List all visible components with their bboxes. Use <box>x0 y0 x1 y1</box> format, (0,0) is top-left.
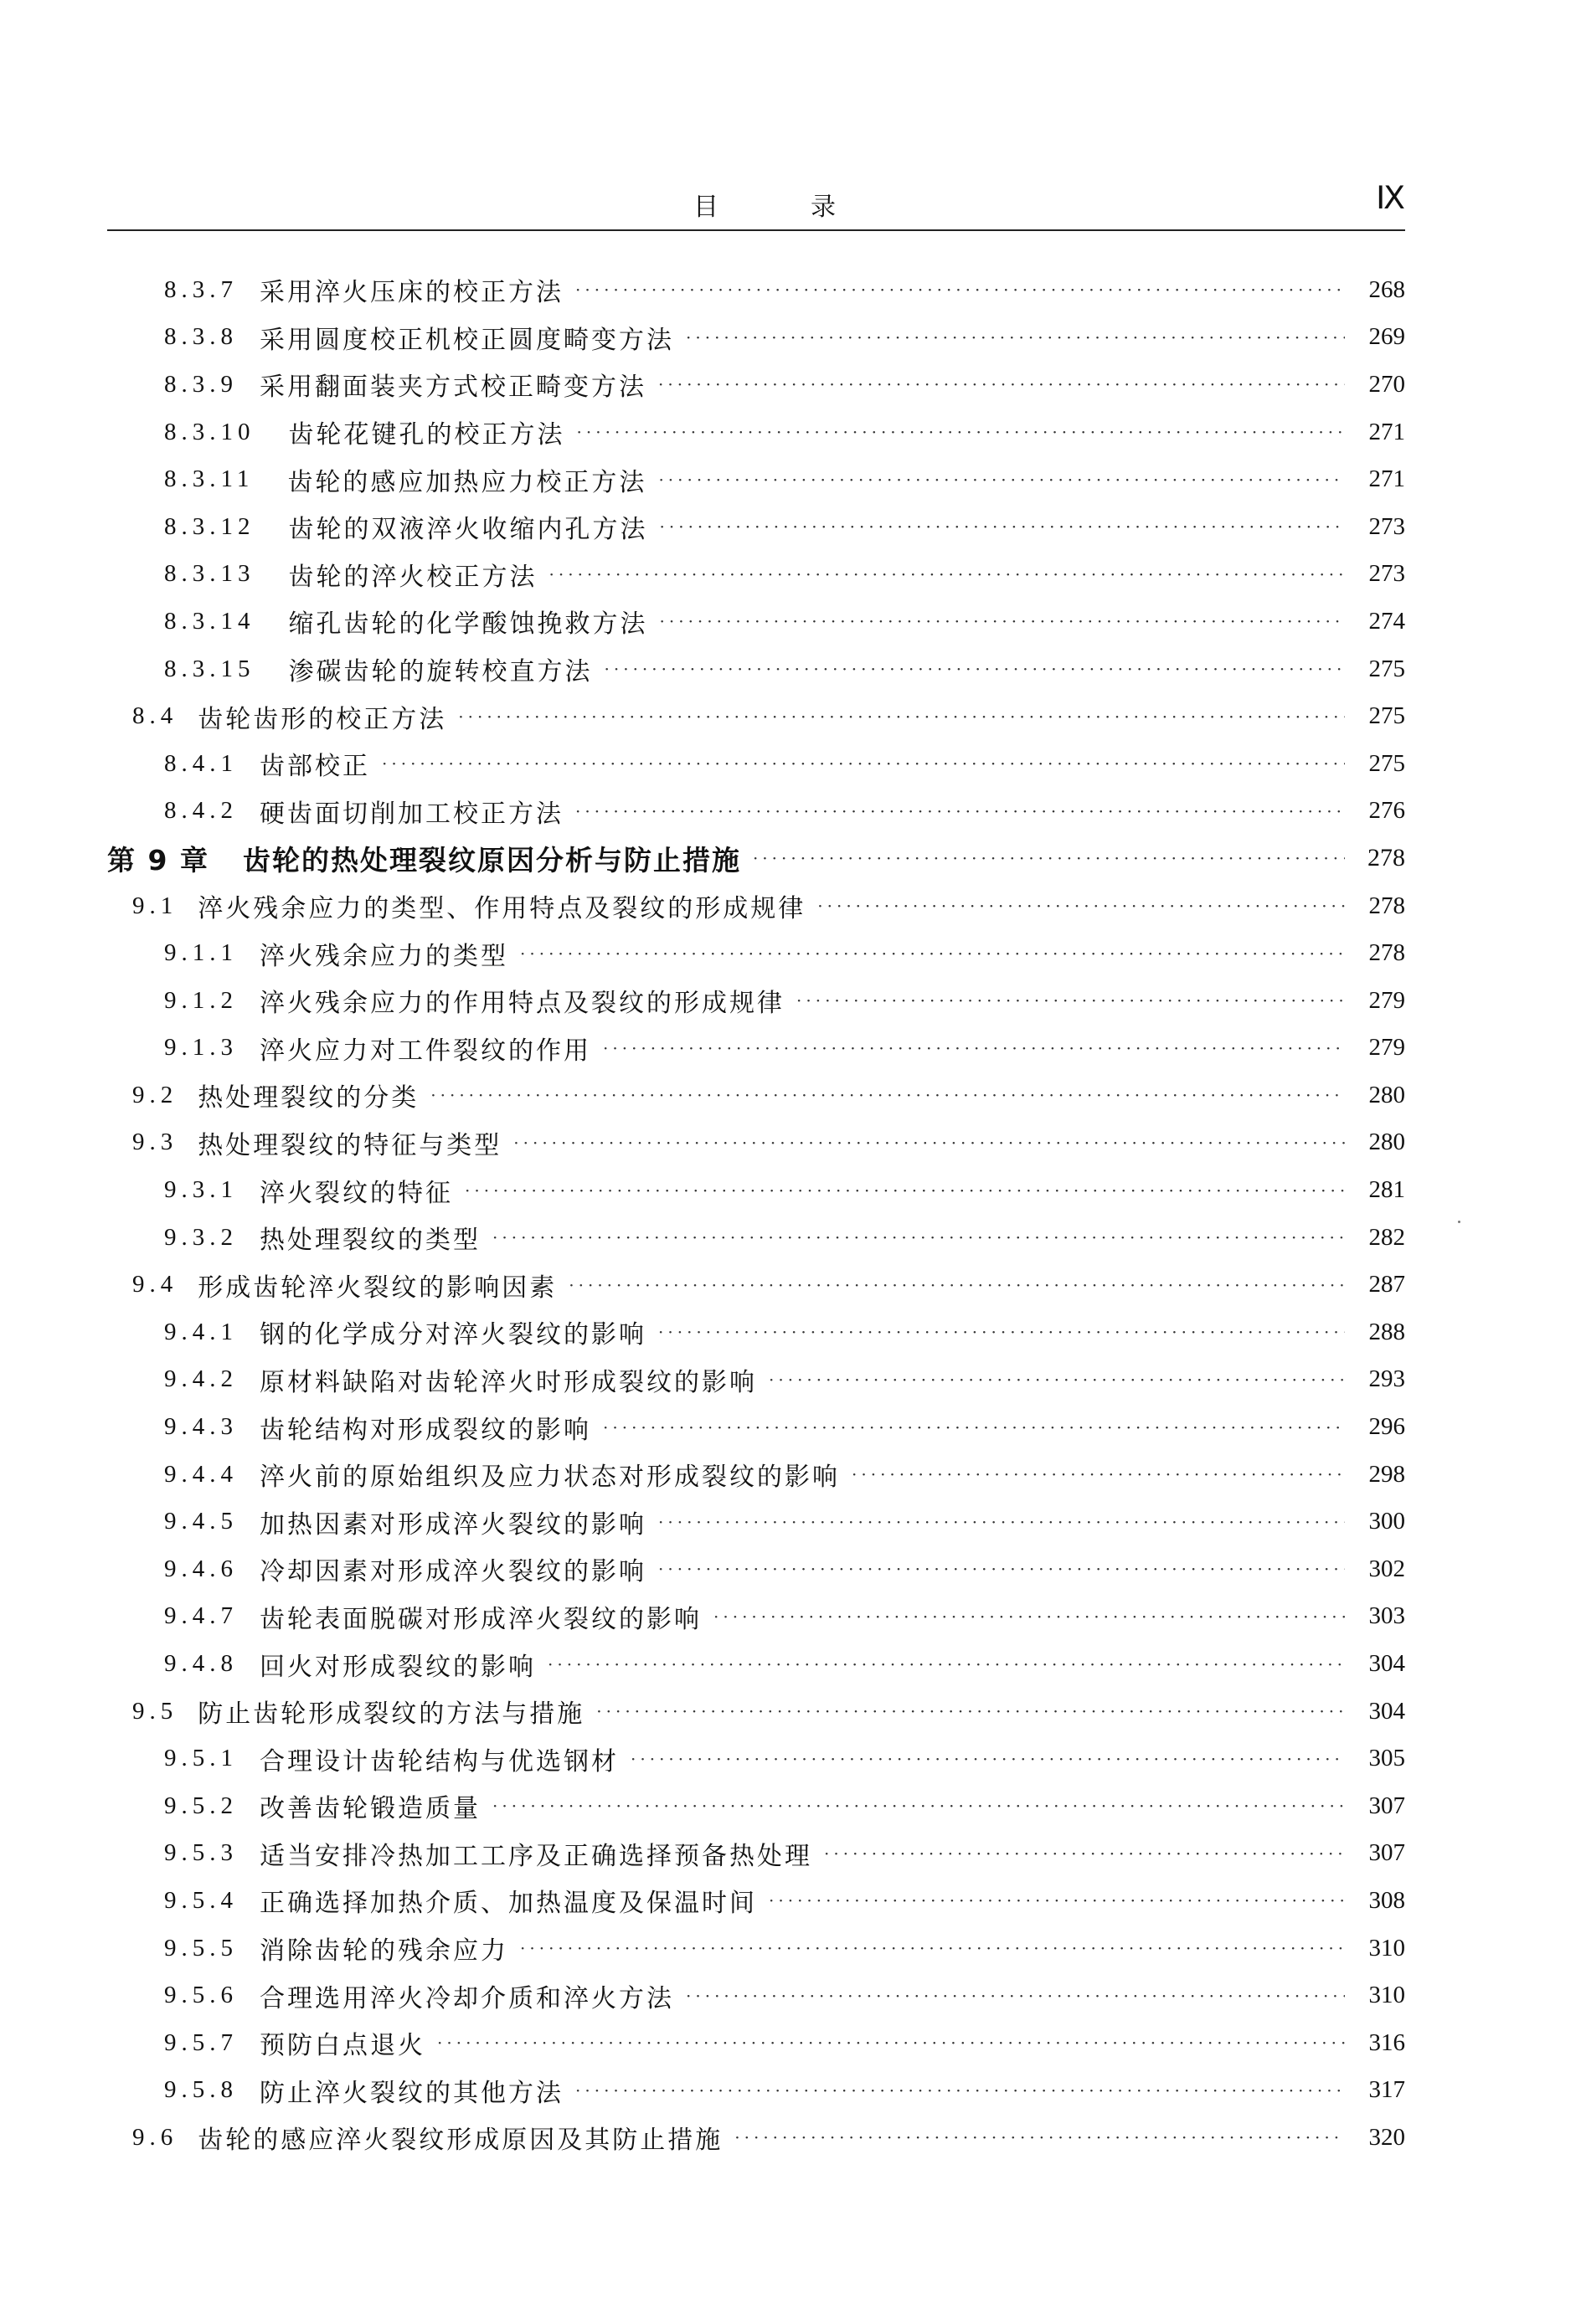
toc-entry-page: 281 <box>1368 1176 1405 1204</box>
toc-entry-title: 齿轮齿形的校正方法 <box>198 704 447 734</box>
toc-entry-number: 9.3.2 <box>164 1223 238 1251</box>
dot-leader <box>769 1370 1345 1390</box>
toc-entry-number: 9.5 <box>132 1697 178 1725</box>
toc-entry[interactable] <box>0 1640 1581 1688</box>
dot-leader <box>577 422 1346 442</box>
toc-entry-title: 冷却因素对形成淬火裂纹的影响 <box>260 1557 646 1587</box>
toc-entry-number: 8.4 <box>132 702 178 730</box>
toc-entry-title: 淬火裂纹的特征 <box>260 1178 453 1208</box>
toc-entry-number: 9.5.1 <box>164 1745 238 1772</box>
scan-speck <box>1458 1221 1460 1223</box>
toc-entry[interactable] <box>0 1925 1581 1972</box>
toc-entry-page: 307 <box>1368 1839 1405 1867</box>
header-page-number: Ⅸ <box>1376 181 1405 216</box>
toc-entry-number: 9.4.5 <box>164 1508 238 1535</box>
toc-entry-title: 改善齿轮锻造质量 <box>260 1794 481 1824</box>
dot-leader <box>430 1085 1345 1105</box>
toc-entry-page: 287 <box>1368 1271 1405 1298</box>
toc-entry[interactable] <box>0 2114 1581 2162</box>
toc-entry-title: 淬火残余应力的类型 <box>260 941 508 971</box>
toc-entry-page: 293 <box>1368 1365 1405 1393</box>
toc-entry[interactable] <box>0 2067 1581 2115</box>
toc-entry-title: 齿轮花键孔的校正方法 <box>288 420 565 450</box>
toc-entry-number: 9.4.4 <box>164 1460 238 1488</box>
toc-entry-number: 9.5.7 <box>164 2028 238 2056</box>
dot-leader <box>631 1749 1345 1769</box>
toc-entry-title: 采用淬火压床的校正方法 <box>260 278 564 308</box>
toc-entry-title: 热处理裂纹的分类 <box>198 1083 420 1113</box>
dot-leader <box>824 1843 1345 1864</box>
dot-leader <box>658 1559 1345 1579</box>
header-title: 目 录 <box>693 193 869 222</box>
toc-entry-title: 原材料缺陷对齿轮淬火时形成裂纹的影响 <box>260 1367 757 1397</box>
toc-entry-number: 9.1.3 <box>164 1034 238 1062</box>
toc-entry-number: 9.5.6 <box>164 1982 238 2009</box>
toc-entry[interactable] <box>0 1545 1581 1593</box>
toc-entry-title: 钢的化学成分对淬火裂纹的影响 <box>260 1320 646 1350</box>
toc-entry-title: 齿轮结构对形成裂纹的影响 <box>260 1415 591 1445</box>
toc-entry-page: 274 <box>1368 607 1405 635</box>
dot-leader <box>660 611 1346 631</box>
toc-entry-page: 271 <box>1368 465 1405 493</box>
toc-entry[interactable] <box>0 1261 1581 1309</box>
toc-entry-title: 热处理裂纹的类型 <box>260 1226 481 1256</box>
toc-entry-page: 317 <box>1368 2076 1405 2104</box>
toc-entry[interactable] <box>0 1830 1581 1878</box>
toc-entry-title: 齿轮的双液淬火收缩内孔方法 <box>288 515 648 545</box>
toc-entry-title: 齿轮表面脱碳对形成淬火裂纹的影响 <box>260 1604 702 1634</box>
toc-entry-page: 280 <box>1368 1129 1405 1156</box>
toc-entry-page: 320 <box>1368 2123 1405 2151</box>
toc-entry-number: 8.3.11 <box>164 465 255 493</box>
toc-entry-page: 296 <box>1368 1413 1405 1441</box>
toc-entry[interactable] <box>0 1119 1581 1167</box>
toc-entry[interactable] <box>0 645 1581 693</box>
toc-entry[interactable] <box>0 740 1581 788</box>
toc-entry[interactable] <box>0 1309 1581 1356</box>
toc-entry-number: 8.3.14 <box>164 607 255 635</box>
toc-entry-number: 9.4.7 <box>164 1602 238 1630</box>
dot-leader <box>603 1038 1345 1058</box>
toc-entry-title: 合理设计齿轮结构与优选钢材 <box>260 1746 619 1776</box>
toc-entry-number: 第 9 章 <box>107 843 209 877</box>
toc-entry[interactable] <box>0 835 1581 882</box>
toc-entry-number: 9.5.4 <box>164 1886 238 1914</box>
toc-entry-page: 269 <box>1368 323 1405 351</box>
dot-leader <box>492 1796 1345 1816</box>
toc-entry-title: 淬火残余应力的作用特点及裂纹的形成规律 <box>260 989 785 1019</box>
toc-entry[interactable] <box>0 977 1581 1025</box>
toc-entry-page: 275 <box>1368 702 1405 730</box>
toc-entry-number: 9.6 <box>132 2123 178 2151</box>
dot-leader <box>492 1227 1345 1247</box>
toc-entry[interactable] <box>0 1403 1581 1451</box>
dot-leader <box>686 1986 1345 2006</box>
toc-entry-title: 渗碳齿轮的旋转校直方法 <box>288 657 593 687</box>
toc-entry-title: 淬火残余应力的类型、作用特点及裂纹的形成规律 <box>198 894 806 924</box>
toc-entry[interactable] <box>0 1214 1581 1262</box>
dot-leader <box>603 1417 1345 1437</box>
toc-entry-number: 9.4.6 <box>164 1555 238 1582</box>
toc-entry-title: 形成齿轮淬火裂纹的影响因素 <box>198 1273 558 1303</box>
toc-entry-number: 9.3 <box>132 1129 178 1156</box>
toc-entry-title: 齿轮的热处理裂纹原因分析与防止措施 <box>242 843 741 877</box>
toc-entry[interactable] <box>0 1972 1581 2019</box>
toc-entry-title: 采用翻面装夹方式校正畸变方法 <box>260 373 646 403</box>
toc-entry[interactable] <box>0 1356 1581 1404</box>
dot-leader <box>658 1322 1345 1342</box>
dot-leader <box>658 1512 1345 1532</box>
toc-entry-title: 硬齿面切削加工校正方法 <box>260 799 564 829</box>
toc-entry-number: 9.4.3 <box>164 1413 238 1441</box>
toc-entry[interactable] <box>0 266 1581 314</box>
dot-leader <box>548 1654 1345 1674</box>
toc-entry-page: 310 <box>1368 1934 1405 1962</box>
toc-entry-page: 300 <box>1368 1508 1405 1535</box>
toc-entry-number: 9.4 <box>132 1271 178 1298</box>
dot-leader <box>658 470 1345 490</box>
toc-entry-title: 加热因素对形成淬火裂纹的影响 <box>260 1509 646 1540</box>
toc-entry-title: 齿轮的感应加热应力校正方法 <box>287 467 647 497</box>
toc-entry[interactable] <box>0 788 1581 836</box>
toc-entry-page: 279 <box>1368 986 1405 1014</box>
toc-entry-page: 304 <box>1368 1697 1405 1725</box>
toc-entry-page: 278 <box>1368 939 1405 967</box>
toc-entry-number: 8.3.8 <box>164 323 238 351</box>
toc-entry-page: 302 <box>1368 1555 1405 1582</box>
dot-leader <box>569 1275 1345 1295</box>
toc-entry-page: 282 <box>1368 1223 1405 1251</box>
toc-entry-number: 8.3.12 <box>164 512 255 540</box>
toc-entry-page: 307 <box>1368 1792 1405 1819</box>
toc-entry-page: 298 <box>1368 1460 1405 1488</box>
toc-entry[interactable] <box>0 1782 1581 1830</box>
toc-entry-number: 8.3.10 <box>164 418 255 445</box>
toc-entry-number: 9.5.2 <box>164 1792 238 1819</box>
toc-entry[interactable] <box>0 1072 1581 1119</box>
toc-entry-page: 273 <box>1368 512 1405 540</box>
toc-entry-title: 防止淬火裂纹的其他方法 <box>260 2078 564 2108</box>
running-header <box>107 174 1405 228</box>
toc-entry-page: 276 <box>1368 797 1405 825</box>
toc-entry-title: 合理选用淬火冷却介质和淬火方法 <box>260 1983 674 2013</box>
toc-entry-number: 8.4.1 <box>164 749 238 777</box>
toc-entry-page: 310 <box>1368 1982 1405 2009</box>
toc-entry[interactable] <box>0 551 1581 599</box>
toc-entry[interactable] <box>0 455 1581 503</box>
dot-leader <box>660 517 1346 537</box>
toc-entry-number: 9.5.3 <box>164 1839 238 1867</box>
toc-entry[interactable] <box>0 1688 1581 1735</box>
toc-entry-page: 268 <box>1368 275 1405 303</box>
toc-entry-page: 273 <box>1368 560 1405 588</box>
toc-entry[interactable] <box>0 2019 1581 2067</box>
toc-entry[interactable] <box>0 1735 1581 1782</box>
toc-entry-page: 305 <box>1368 1745 1405 1772</box>
toc-entry-title: 齿轮的感应淬火裂纹形成原因及其防止措施 <box>198 2126 724 2156</box>
toc-entry-number: 9.5.5 <box>164 1934 238 1962</box>
toc-entry[interactable] <box>0 1593 1581 1641</box>
dot-leader <box>596 1701 1345 1721</box>
toc-entry[interactable] <box>0 929 1581 977</box>
dot-leader <box>852 1464 1345 1484</box>
toc-entry-page: 288 <box>1368 1318 1405 1345</box>
toc-entry-number: 8.3.15 <box>164 655 255 682</box>
toc-entry[interactable] <box>0 503 1581 551</box>
toc-entry-title: 采用圆度校正机校正圆度畸变方法 <box>260 325 674 355</box>
toc-entry[interactable] <box>0 314 1581 362</box>
toc-entry-page: 278 <box>1368 892 1405 919</box>
toc-entry-title: 淬火前的原始组织及应力状态对形成裂纹的影响 <box>260 1463 840 1493</box>
toc-entry-title: 齿轮的淬火校正方法 <box>288 562 538 592</box>
toc-entry-title: 热处理裂纹的特征与类型 <box>198 1130 502 1160</box>
toc-entry-page: 279 <box>1368 1034 1405 1062</box>
toc-entry-page: 270 <box>1368 370 1405 398</box>
dot-leader <box>686 327 1345 347</box>
toc-entry-number: 9.5.8 <box>164 2076 238 2104</box>
dot-leader <box>465 1180 1345 1201</box>
toc-entry[interactable] <box>0 1025 1581 1072</box>
toc-entry-number: 9.1.2 <box>164 986 238 1014</box>
dot-leader <box>769 1890 1345 1910</box>
toc-entry[interactable] <box>0 1451 1581 1499</box>
toc-entry-number: 8.3.7 <box>164 275 238 303</box>
toc-entry-number: 8.3.9 <box>164 370 238 398</box>
toc-entry-title: 回火对形成裂纹的影响 <box>260 1652 536 1682</box>
toc-entry-number: 9.4.8 <box>164 1650 238 1678</box>
toc-entry[interactable] <box>0 1877 1581 1925</box>
dot-leader <box>520 943 1345 964</box>
toc-entry-title: 消除齿轮的残余应力 <box>260 1936 508 1967</box>
table-of-contents <box>0 266 1581 2162</box>
toc-entry-number: 9.1 <box>132 892 178 919</box>
dot-leader <box>437 2033 1345 2053</box>
toc-entry-title: 缩孔齿轮的化学酸蚀挽救方法 <box>288 609 648 640</box>
toc-entry-number: 9.4.1 <box>164 1318 238 1345</box>
dot-leader <box>796 990 1345 1010</box>
toc-entry-number: 9.4.2 <box>164 1365 238 1393</box>
dot-leader <box>458 707 1345 727</box>
toc-entry-number: 8.3.13 <box>164 560 255 588</box>
toc-entry-page: 316 <box>1368 2028 1405 2056</box>
toc-entry-number: 9.3.1 <box>164 1176 238 1204</box>
toc-entry-number: 9.1.1 <box>164 939 238 967</box>
dot-leader <box>658 374 1345 394</box>
dot-leader <box>382 753 1345 774</box>
dot-leader <box>575 280 1345 300</box>
toc-entry-title: 正确选择加热介质、加热温度及保温时间 <box>260 1889 757 1919</box>
toc-entry-title: 齿部校正 <box>260 752 370 782</box>
toc-entry[interactable] <box>0 692 1581 740</box>
toc-entry-title: 淬火应力对工件裂纹的作用 <box>260 1036 591 1066</box>
toc-entry-page: 303 <box>1368 1602 1405 1630</box>
toc-entry-page: 271 <box>1368 418 1405 445</box>
dot-leader <box>713 1607 1345 1627</box>
dot-leader <box>575 801 1345 821</box>
dot-leader <box>734 2127 1345 2147</box>
toc-entry[interactable] <box>0 598 1581 645</box>
toc-entry[interactable] <box>0 1498 1581 1545</box>
toc-entry-title: 预防白点退火 <box>260 2031 425 2061</box>
toc-entry-page: 278 <box>1367 844 1405 872</box>
toc-entry-title: 适当安排冷热加工工序及正确选择预备热处理 <box>260 1841 812 1871</box>
toc-entry-page: 275 <box>1368 749 1405 777</box>
toc-entry-page: 275 <box>1368 655 1405 682</box>
toc-entry-number: 9.2 <box>132 1081 178 1108</box>
dot-leader <box>520 1938 1345 1958</box>
toc-entry[interactable] <box>0 409 1581 456</box>
toc-entry[interactable] <box>0 361 1581 409</box>
toc-entry-title: 防止齿轮形成裂纹的方法与措施 <box>198 1699 585 1730</box>
dot-leader <box>513 1133 1345 1153</box>
toc-entry[interactable] <box>0 882 1581 930</box>
dot-leader <box>753 848 1345 868</box>
dot-leader <box>549 564 1346 584</box>
dot-leader <box>575 2080 1345 2100</box>
toc-entry-page: 308 <box>1368 1886 1405 1914</box>
toc-entry-page: 280 <box>1368 1081 1405 1108</box>
toc-entry-page: 304 <box>1368 1650 1405 1678</box>
header-rule <box>107 229 1405 231</box>
dot-leader <box>817 896 1345 916</box>
toc-entry[interactable] <box>0 1166 1581 1214</box>
toc-entry-number: 8.4.2 <box>164 797 238 825</box>
dot-leader <box>605 659 1346 679</box>
